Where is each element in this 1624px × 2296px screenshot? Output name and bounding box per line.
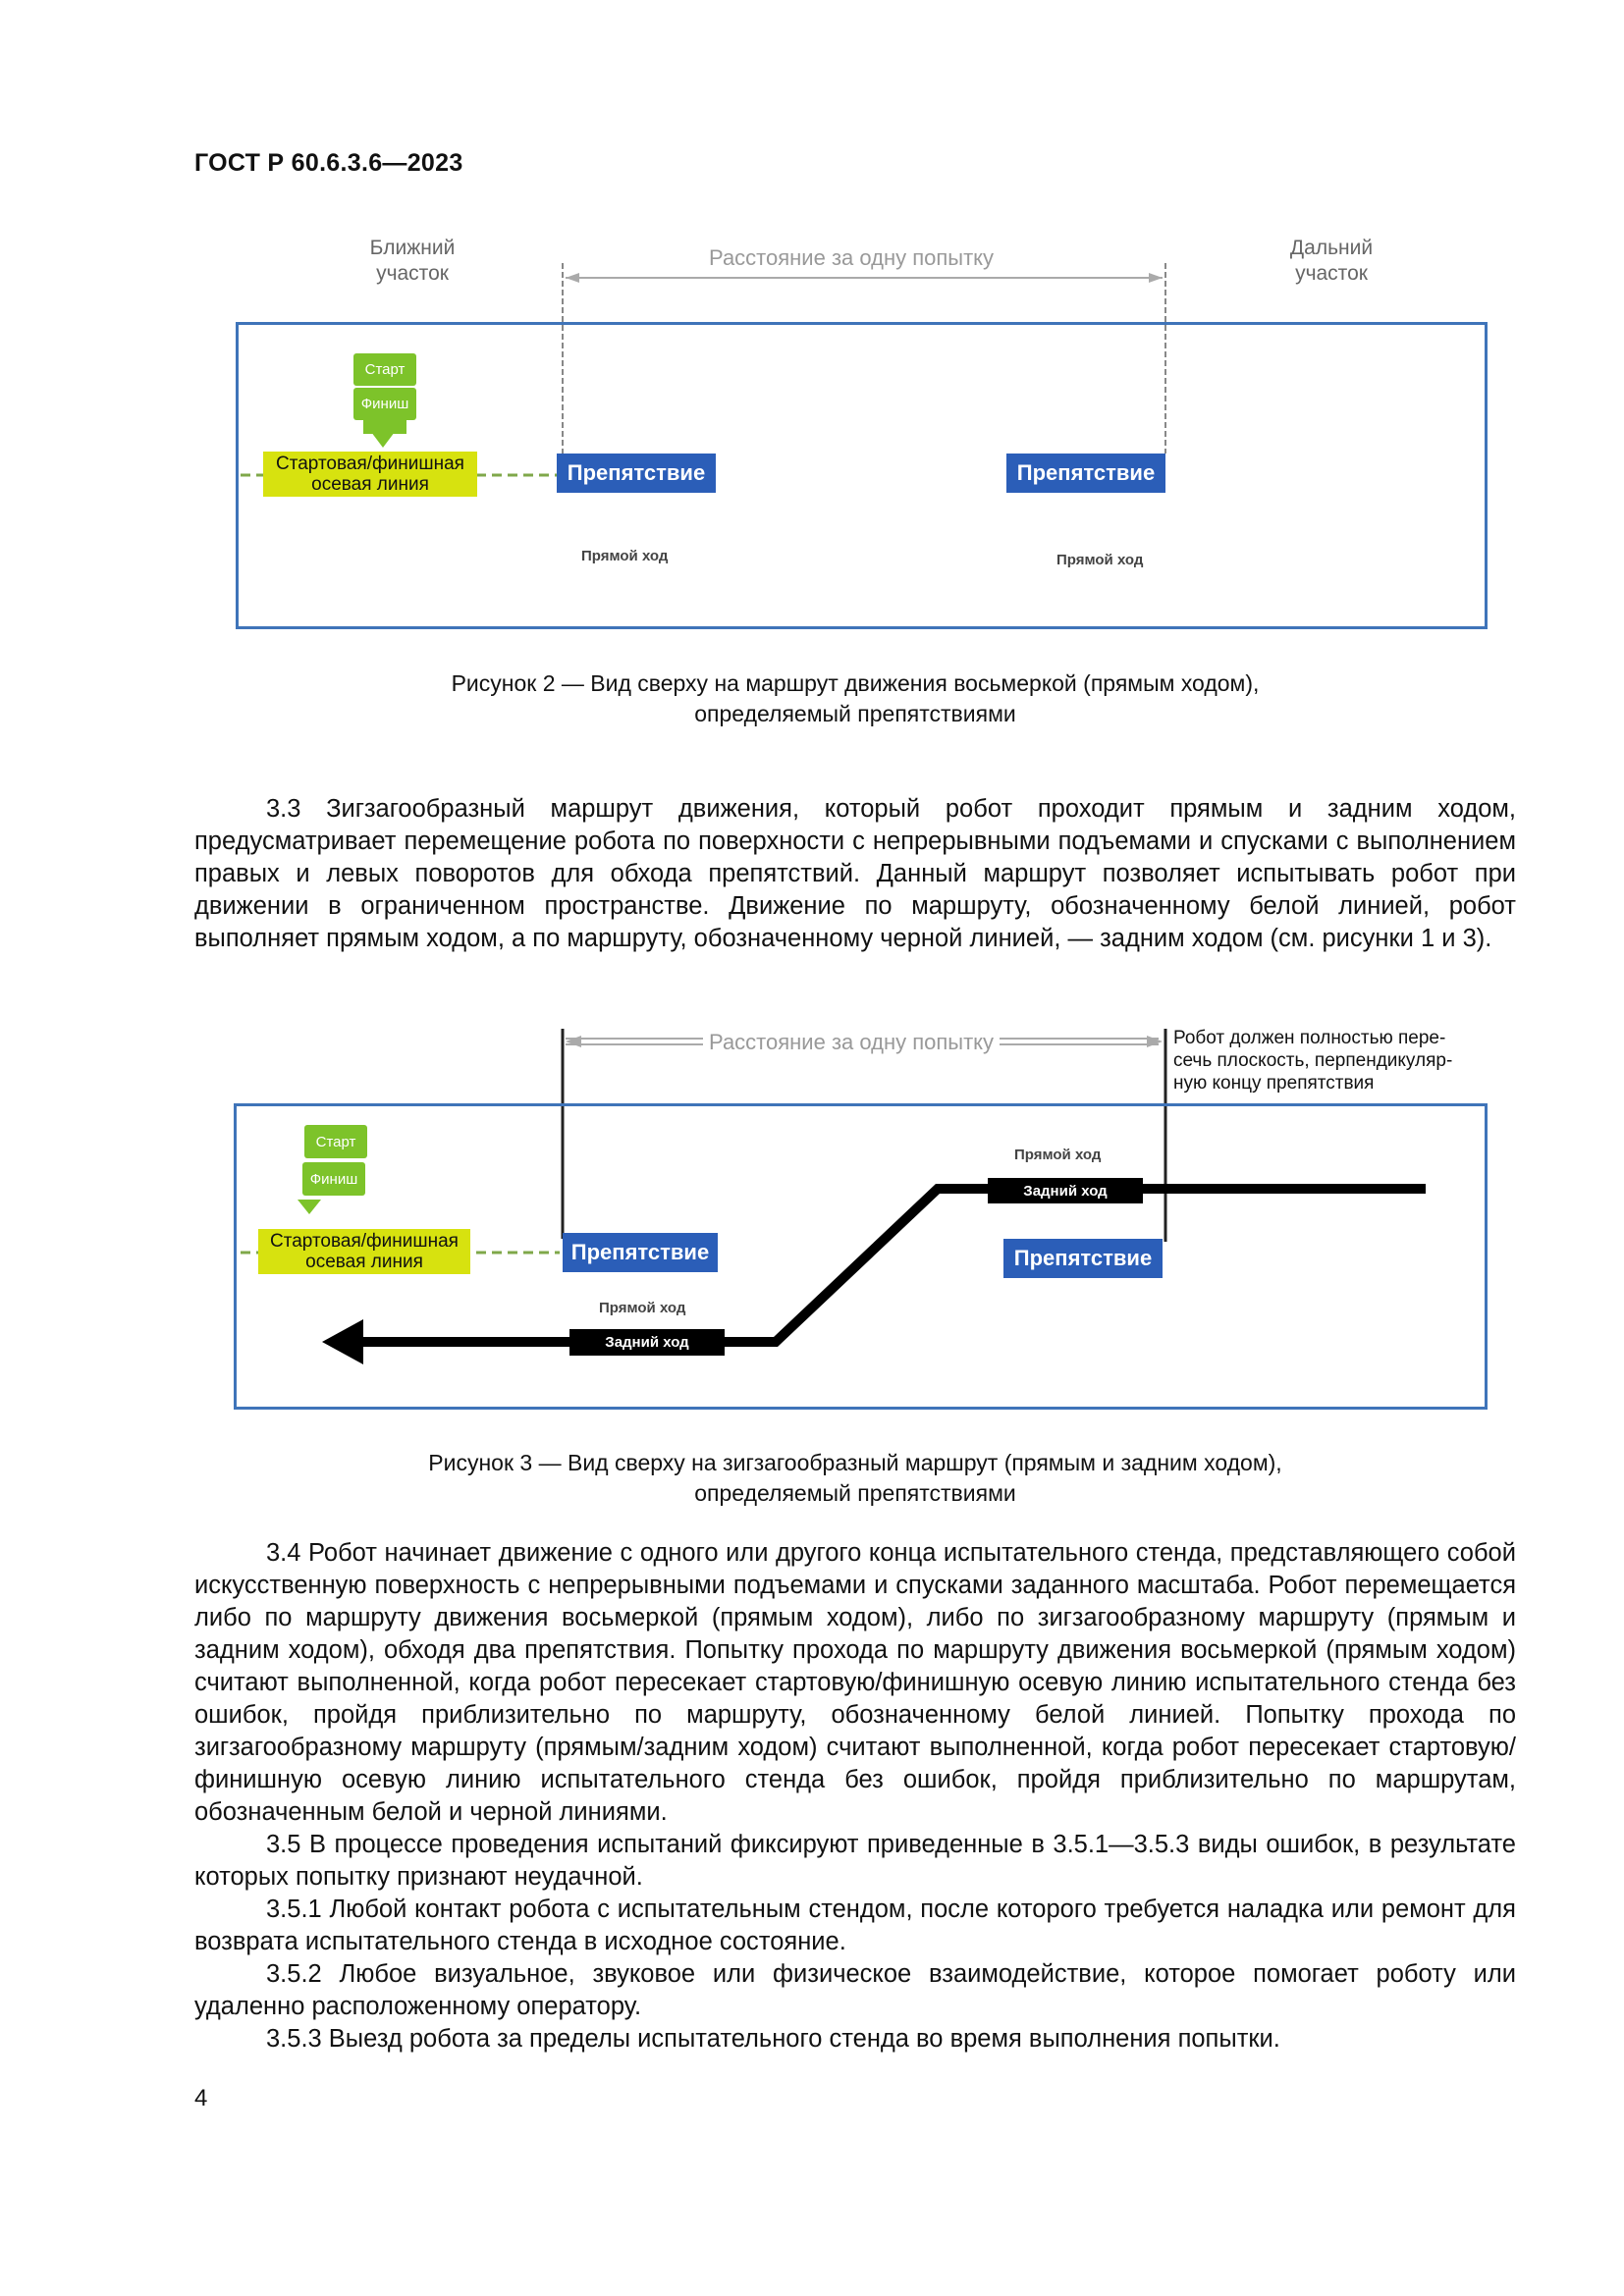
obstacle-1: Препятствие bbox=[557, 454, 716, 493]
distance-arrow-left-head bbox=[566, 273, 579, 283]
paragraph-3-3: 3.3 Зигзагообразный маршрут движения, который робот проходит прямым и задним ходом, предусматривает перемещение робота по поверхности с непрерывными подъемами и спусками с выполнением правых и левых поворотов для обхода препятствий. Данный маршрут позволяет испытывать робот при движении в ограниченном пространстве. Движение по маршруту, обозначенному белой линией, робот выполняет прямым ходом, а по маршруту, обозначенному черной линией, — задним ходом (см. рисунки 1 и 3). bbox=[194, 795, 1516, 952]
crossing-note: Робот должен полностью пере- сечь плоскость, перпендикуляр- ную концу препятствия bbox=[1173, 1028, 1453, 1094]
start-button: Старт bbox=[304, 1125, 367, 1158]
distance-label: Расстояние за одну попытку bbox=[703, 245, 1000, 271]
paragraph-3-4: 3.4 Робот начинает движение с одного или другого конца испытательного стенда, представляющего собой искусственную поверхность с непрерывными подъемами и спусками заданного масштаба. Робот перемещается либо по маршруту движения восьмеркой (прямым ходом), либо по зигзагообразному маршруту (прямым и задним ходом), обходя два препятствия. Попытку прохода по маршруту движения восьмеркой (прямым ходом) считают выполненной, когда робот пересекает стартовую/финишную осевую линию испытательного стенда без ошибок, пройдя приблизительно по маршруту, обозначенному белой линией. Попытку прохода по зигзагообразному маршруту (прямым/задним ходом) считают выполненной, когда робот пересекает стартовую/финишную осевую линию испытательного стенда без ошибок, пройдя приблизительно по маршрутам, обозначенным белой и черной линиями. bbox=[194, 1539, 1516, 1826]
obstacle-1: Препятствие bbox=[563, 1233, 718, 1272]
finish-button: Финиш bbox=[353, 388, 416, 420]
paragraph-3-5: 3.5 В процессе проведения испытаний фиксируют приведенные в 3.5.1—3.5.3 виды ошибок, в результате которых попытку признают неудачной. bbox=[194, 1831, 1516, 1891]
axis-line-label: Стартовая/финишная осевая линия bbox=[263, 452, 477, 497]
forward-move-label-1: Прямой ход bbox=[581, 548, 669, 564]
forward-move-label-2: Прямой ход bbox=[1056, 552, 1144, 568]
obstacle-2: Препятствие bbox=[1006, 454, 1165, 493]
paragraph-3-5-1: 3.5.1 Любой контакт робота с испытательным стендом, после которого требуется наладка или ремонт для возврата испытательного стенда в исходное состояние. bbox=[194, 1896, 1516, 1955]
start-stem bbox=[363, 420, 406, 434]
paragraph-3-5-2: 3.5.2 Любое визуальное, звуковое или физическое взаимодействие, которое помогает роботу или удаленно расположенному оператору. bbox=[194, 1960, 1516, 2020]
near-zone-label: Ближний участок bbox=[369, 237, 456, 285]
far-zone-label: Дальний участок bbox=[1289, 237, 1374, 285]
figure-2-caption: Рисунок 2 — Вид сверху на маршрут движения восьмеркой (прямым ходом), определяемый препятствиями bbox=[451, 670, 1260, 726]
figure-3-caption: Рисунок 3 — Вид сверху на зигзагообразный маршрут (прямым и задним ходом), определяемый препятствиями bbox=[428, 1450, 1282, 1506]
page-number: 4 bbox=[194, 2085, 208, 2111]
paragraph-3-5-3: 3.5.3 Выезд робота за пределы испытательного стенда во время выполнения попытки. bbox=[266, 2025, 1280, 2053]
obstacle-2: Препятствие bbox=[1003, 1239, 1163, 1278]
distance-arrow-right-head bbox=[1149, 273, 1163, 283]
forward-move-label-bottom: Прямой ход bbox=[599, 1300, 686, 1316]
reverse-move-label-top: Задний ход bbox=[988, 1178, 1143, 1203]
reverse-move-label-bottom: Задний ход bbox=[569, 1329, 725, 1356]
distance-arrow-left-head bbox=[566, 1036, 581, 1047]
distance-arrow-right-head bbox=[1147, 1036, 1163, 1047]
finish-button: Финиш bbox=[302, 1162, 365, 1196]
document-header: ГОСТ Р 60.6.3.6—2023 bbox=[194, 149, 463, 177]
axis-line-label: Стартовая/финишная осевая линия bbox=[258, 1229, 470, 1274]
distance-label: Расстояние за одну попытку bbox=[703, 1030, 1000, 1055]
forward-move-label-top: Прямой ход bbox=[1014, 1147, 1102, 1163]
paragraphs-3-4-to-3-5-3 bbox=[194, 1537, 1516, 2056]
start-button: Старт bbox=[353, 353, 416, 386]
